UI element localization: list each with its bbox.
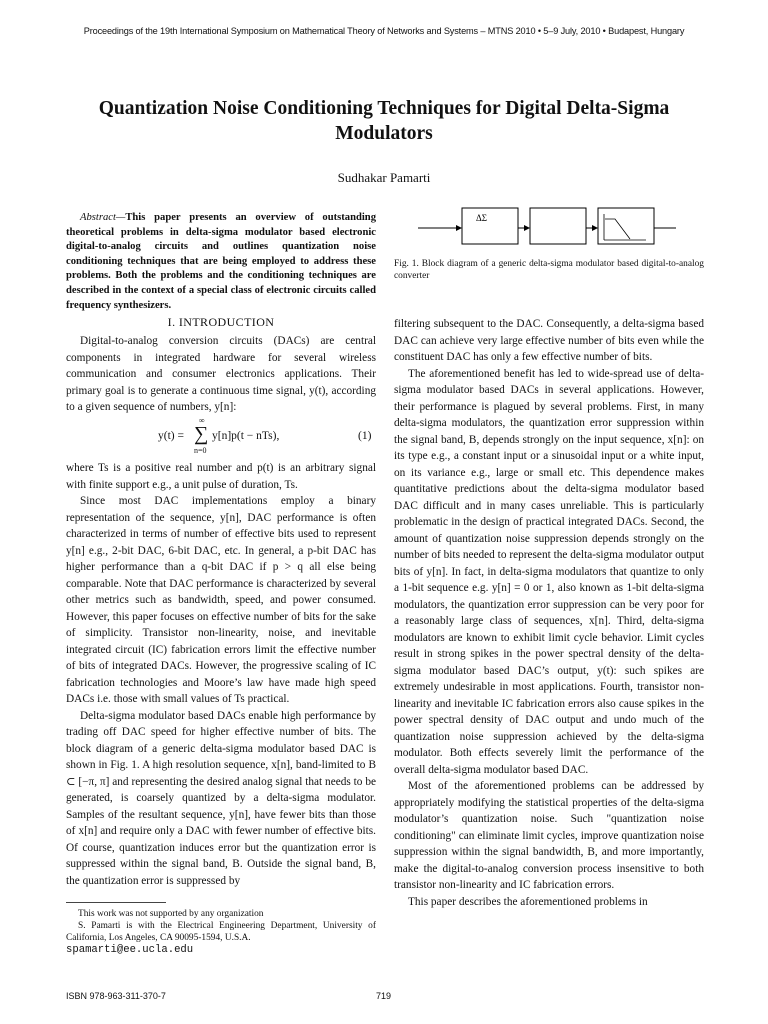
abstract-text: This paper presents an overview of outstanding theoretical problems in delta-sigma modulator based electronic digital-to-analog circuits and outlines quantization noise conditioning techniques that are being employed to address these problems. Both the problems and the conditioning techniques are described in the context of a special class of electronic circuits called frequency synthesizers. [66,212,376,311]
figure-1-caption: Fig. 1. Block diagram of a generic delta-sigma modulator based digital-to-analog converter [394,259,704,281]
header-separator: • [535,26,544,36]
footnote-funding: This work was not supported by any organization [78,909,264,919]
header-separator: • [600,26,609,36]
paragraph-text: Delta-sigma modulator based DACs enable high performance by trading off DAC speed for higher effective number of bits. The block diagram of a generic delta-sigma modulator based DAC is shown in Fig. 1. A high resolution sequence, x[n], band-limited to B ⊂ [−π, π] and representing the desired analog signal that needs to be generated, is coarsely quantized by a delta-sigma modulator. Samples of the resultant sequence, y[n], have fewer bits than those of x[n] and require only a DAC with fewer number of effective bits. Of course, quantization induces error but the quantization error is suppressed within the signal band, B. Outside the signal band, B, the quantization error is suppressed by [66,709,376,887]
lowpass-filter-block [598,208,654,244]
header-location: Budapest, Hungary [608,26,685,36]
abstract [66,211,376,313]
section-heading-introduction: I. INTRODUCTION [167,315,275,329]
equation-lhs: y(t) = [158,430,184,442]
equation-sum-upper: ∞ [199,416,205,425]
arrow-head-icon [456,225,462,231]
equation-sum-lower: n=0 [194,446,207,455]
body-paragraph [66,333,376,416]
footnote-email: spamarti@ee.ucla.edu [66,944,194,956]
footnote-rule [66,902,166,903]
paragraph-text: Since most DAC implementations employ a binary representation of the sequence, y[n], DAC performance is often characterized in terms of number of effective bits used to represent y[n] e.g., 2-bit DAC, 6-bit DAC, etc. In general, a p-bit DAC has higher performance than a q-bit DAC if p > q all else being comparable. Note that DAC performance is characterized by several other metrics such as bandwidth, speed, and power consumed. However, this paper focuses on effective number of bits for the sake of simplicity. Transistor non-linearity, noise, and inevitable integrated circuit (IC) fabrication errors limit the effective number of bits of integrated DACs. However, the progressive scaling of IC fabrication technologies and Moore’s law have made high speed DACs i.e. those with small values of Ts practical. [66,495,376,705]
header-dates: 5–9 July, 2010 [543,26,601,36]
paragraph-text: This paper describes the aforementioned problems in [408,895,648,908]
figure-1-block-diagram [418,206,678,250]
lowpass-response-icon [605,219,630,239]
paragraph-text: Digital-to-analog conversion circuits (DACs) are central components in integrated hardware for several wireless communication and consumer electronics applications. Their primary goal is to generate a continuous time signal, y(t), according to a given sequence of numbers, y[n]: [66,335,376,413]
arrow-head-icon [592,225,598,231]
paragraph-text: The aforementioned benefit has led to wide-spread use of delta-sigma modulator based DACs in several applications. However, their performance is plagued by several problems. First, in many delta-sigma modulators, the quantization error suppression within the signal band, B, depends strongly on the input sequence, x[n]: on its type e.g., a constant input or a sinusoidal input or a white input, on its variance e.g., large or small etc. This dependence makes quantitative predictions about the delta-sigma modulator based DAC difficult and in many cases unreliable. This is particularly problematic in the design of practical integrated DACs. Second, the amount of quantization noise suppression depends strongly on the number of bits needed to represent the delta-sigma modulator output bits of y[n]. In fact, in delta-sigma modulators that quantize to only a 1-bit sequence e.g. y[n] = 0 or 1, also known as 1-bit delta-sigma modulators, the quantization error suppression can be very poor for a reasonably large class of sequences, x[n]. Third, delta-sigma modulators are known to exhibit limit cycle behavior. Limit cycles result in strong spikes in the power spectral density of the delta-sigma modulator based DAC’s output, y(t): such spikes are extremely undesirable in most applications. Fourth, transistor non-linearity and inevitable IC fabrication errors also cause spikes in the power spectral density of DAC output and undo much of the quantization noise suppression achieved by the delta-sigma modulator. Both effects severely limit the performance of the overall delta-sigma modulator based DAC. [394,367,704,776]
dac-block [530,208,586,244]
abstract-label: Abstract— [80,212,126,223]
equation-rhs: y[n]p(t − nTs), [212,430,280,442]
paragraph-text: where Ts is a positive real number and p(t) is an arbitrary signal with finite support e.g., a unit pulse of duration, Ts. [66,462,376,491]
running-header [0,26,768,36]
header-proceedings: Proceedings of the 19th International Symposium on Mathematical Theory of Networks and Systems – MTNS 2010 [83,26,536,36]
paper-author: Sudhakar Pamarti [337,170,431,185]
footnote [66,908,376,956]
body-paragraphs [66,460,376,889]
equation-number: (1) [358,430,372,442]
paragraph-text: Most of the aforementioned problems can be addressed by appropriately modifying the statistical properties of the delta-sigma modulator’s quantization noise. Such "quantization noise conditioning" can eliminate limit cycles, improve quantization noise suppression within the signal bandwidth, B, and more importantly, make the digital-to-analog conversion process insensitive to both transistor non-linearity and IC fabrication errors. [394,780,704,891]
delta-sigma-label: ΔΣ [476,213,488,223]
footer-isbn: ISBN 978-963-311-370-7 [66,991,166,1001]
body-paragraphs-right [394,316,704,910]
page-number: 719 [376,991,392,1001]
equation-sum-symbol: ∑ [194,423,209,445]
arrow-head-icon [524,225,530,231]
footnote-affiliation: S. Pamarti is with the Electrical Engineering Department, University of California, Los Angeles, CA 90095-1594, U.S.A. [66,921,376,943]
paragraph-text: filtering subsequent to the DAC. Consequently, a delta-sigma based DAC can achieve very large effective number of bits even while the constituent DAC has only a few effective number of bits. [394,318,704,363]
delta-sigma-modulator-block [462,208,518,244]
paper-title: Quantization Noise Conditioning Techniques for Digital Delta-Sigma Modulators [98,98,670,144]
